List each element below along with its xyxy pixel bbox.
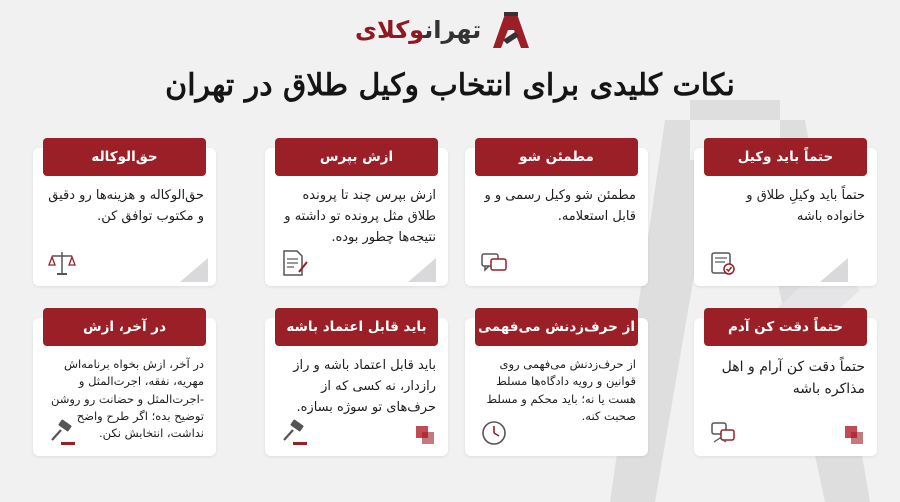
brand-name-part2: تهران [424,16,482,44]
tip-heading: ازش بپرس [275,138,438,176]
certificate-icon [708,248,738,278]
tip-heading: در آخر، ازش [43,308,206,346]
chat-bubbles-icon [479,248,509,278]
corner-triangle-icon [180,258,208,282]
clock-icon [479,418,509,448]
tip-text: باید قابل اعتماد باشه و راز رازدار، نه کسی که از حرف‌های تو سوژه بسازه. [293,358,436,415]
tip-card-8 [33,318,216,456]
tip-heading: حتماً باید وکیل [704,138,867,176]
tip-card-2 [465,148,648,286]
corner-triangle-icon [408,258,436,282]
tip-card-5 [694,318,877,456]
corner-square-icon [414,424,436,446]
document-pen-icon [279,248,309,278]
tip-heading: حق‌الوکاله [43,138,206,176]
scales-icon [47,248,77,278]
tip-heading: مطمئن شو [475,138,638,176]
tip-text: مطمئن شو وکیل رسمی و و قابل استعلامه. [484,188,636,224]
gavel-icon [279,418,309,448]
tip-card-1 [694,148,877,286]
corner-triangle-icon [820,258,848,282]
tip-text: حق‌الوکاله و هزینه‌ها رو دقیق و مکتوب توافق کن. [48,188,204,224]
tip-heading: از حرف‌زدنش می‌فهمی [475,308,638,346]
handshake-icon [708,418,738,448]
corner-square-icon [843,424,865,446]
tip-text: در آخر، ازش بخواه برنامه‌اش مهریه، نفقه، اجرت‌المثل و -اجرت‌المثل و حضانت رو روشن توضیح بده؛ اگر طرح واضح نداشت، انتخابش نکن. [50,357,204,440]
tip-heading: حتماً دقت کن آدم [704,308,867,346]
tip-card-7 [265,318,448,456]
tip-text: ازش بپرس چند تا پرونده طلاق مثل پرونده تو داشته و نتیجه‌ها چطور بوده. [284,188,436,245]
tip-text: حتماً باید وکیلِ طلاق و خانواده باشه [746,188,865,224]
brand-name [355,16,481,44]
brand-logo [355,8,555,52]
tip-heading: باید قابل اعتماد باشه [275,308,438,346]
tip-text: حتماً دقت کن آرام و اهل مذاکره باشه [721,359,865,398]
gavel-icon [47,418,77,448]
tip-text: از حرف‌زدنش می‌فهمی روی قوانین و رویه دادگاه‌ها مسلط هست یا نه؛ باید محکم و مسلط صحبت کنه. [486,357,636,423]
tip-card-6 [465,318,648,456]
page-title: نکات کلیدی برای انتخاب وکیل طلاق در تهران [165,68,735,103]
brand-name-part1: وکلای [355,16,425,44]
tower-logo-icon [489,10,533,50]
